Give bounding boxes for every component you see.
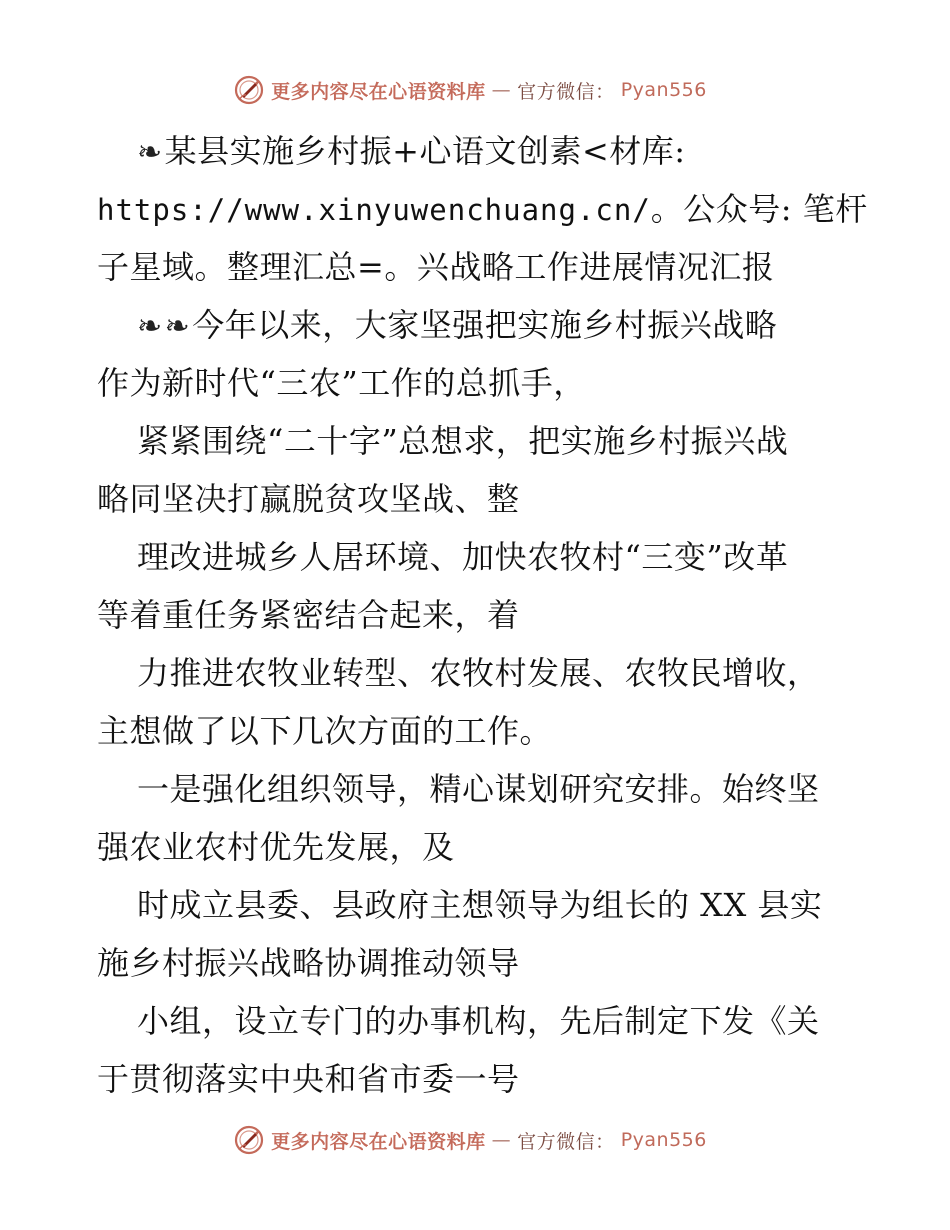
- paragraph-3-line-1: [97, 528, 857, 586]
- banner-contact: Pyan556: [620, 1129, 707, 1151]
- paragraph-text: 施乡村振兴战略协调推动领导: [97, 944, 520, 982]
- paragraph-5-line-1: [97, 760, 857, 818]
- document-body: [97, 122, 868, 1108]
- banner-title: 更多内容尽在心语资料库: [271, 80, 486, 103]
- paragraph-text: 等着重任务紧密结合起来，着: [97, 596, 520, 634]
- paragraph-7-line-1: [97, 992, 857, 1050]
- paragraph-6-line-2: [97, 934, 857, 992]
- paragraph-5-line-2: [97, 818, 857, 876]
- paragraph-3-line-2: [97, 586, 857, 644]
- paragraph-4-line-2: [97, 702, 857, 760]
- paragraph-text: 一是强化组织领导，精心谋划研究安排。始终坚: [137, 770, 820, 808]
- paragraph-text: 理改进城乡人居环境、加快农牧村“三变”改革: [137, 538, 789, 576]
- paragraph-text: 时成立县委、县政府主想领导为组长的 XX 县实: [137, 886, 823, 924]
- fleuron-icon: ❧: [137, 135, 163, 170]
- banner-dash: —: [491, 1129, 512, 1151]
- paragraph-1-line-2: [97, 354, 857, 412]
- paragraph-2-line-2: [97, 470, 857, 528]
- paragraph-1-line-1: [97, 296, 857, 354]
- paragraph-text: 强农业农村优先发展，及: [97, 828, 455, 866]
- footer-banner-inner: [233, 1124, 707, 1156]
- paragraph-text: 力推进农牧业转型、农牧村发展、农牧民增收，: [137, 654, 820, 692]
- banner-official-label: 官方微信：: [517, 1130, 615, 1153]
- title-line-3: [97, 238, 857, 296]
- banner-dash: —: [491, 79, 512, 101]
- paragraph-7-line-2: [97, 1050, 857, 1108]
- banner-official-label: 官方微信：: [517, 80, 615, 103]
- fleuron-icon: ❧: [137, 309, 163, 344]
- title-url: https://www.xinyuwenchuang.cn/: [97, 193, 651, 227]
- paragraph-text: 于贯彻落实中央和省市委一号: [97, 1060, 520, 1098]
- header-banner: [0, 70, 950, 110]
- banner-contact: Pyan556: [620, 79, 707, 101]
- banner-title: 更多内容尽在心语资料库: [271, 1130, 486, 1153]
- title-line-1: [97, 122, 857, 180]
- title-line-2: [97, 180, 868, 238]
- title-text-1: 某县实施乡村振+心语文创素<材库:: [164, 132, 686, 170]
- paragraph-text: 略同坚决打赢脱贫攻坚战、整: [97, 480, 520, 518]
- paragraph-text: 小组，设立专门的办事机构，先后制定下发《关: [137, 1002, 820, 1040]
- footer-banner: [0, 1120, 950, 1160]
- red-seal-logo-icon: [233, 74, 265, 106]
- header-banner-inner: [233, 74, 707, 106]
- title-text-3: 子星域。整理汇总=。兴战略工作进展情况汇报: [97, 248, 775, 286]
- paragraph-4-line-1: [97, 644, 857, 702]
- red-seal-logo-icon: [233, 1124, 265, 1156]
- paragraph-text: 紧紧围绕“二十字”总想求，把实施乡村振兴战: [137, 422, 789, 460]
- paragraph-2-line-1: [97, 412, 857, 470]
- paragraph-text: 主想做了以下几次方面的工作。: [97, 712, 553, 750]
- paragraph-text: 今年以来，大家坚强把实施乡村振兴战略: [192, 306, 778, 344]
- title-text-2: 。公众号: 笔杆: [650, 190, 868, 228]
- paragraph-6-line-1: [97, 876, 857, 934]
- paragraph-text: 作为新时代“三农”工作的总抓手，: [97, 364, 586, 402]
- fleuron-icon: ❧: [164, 309, 191, 344]
